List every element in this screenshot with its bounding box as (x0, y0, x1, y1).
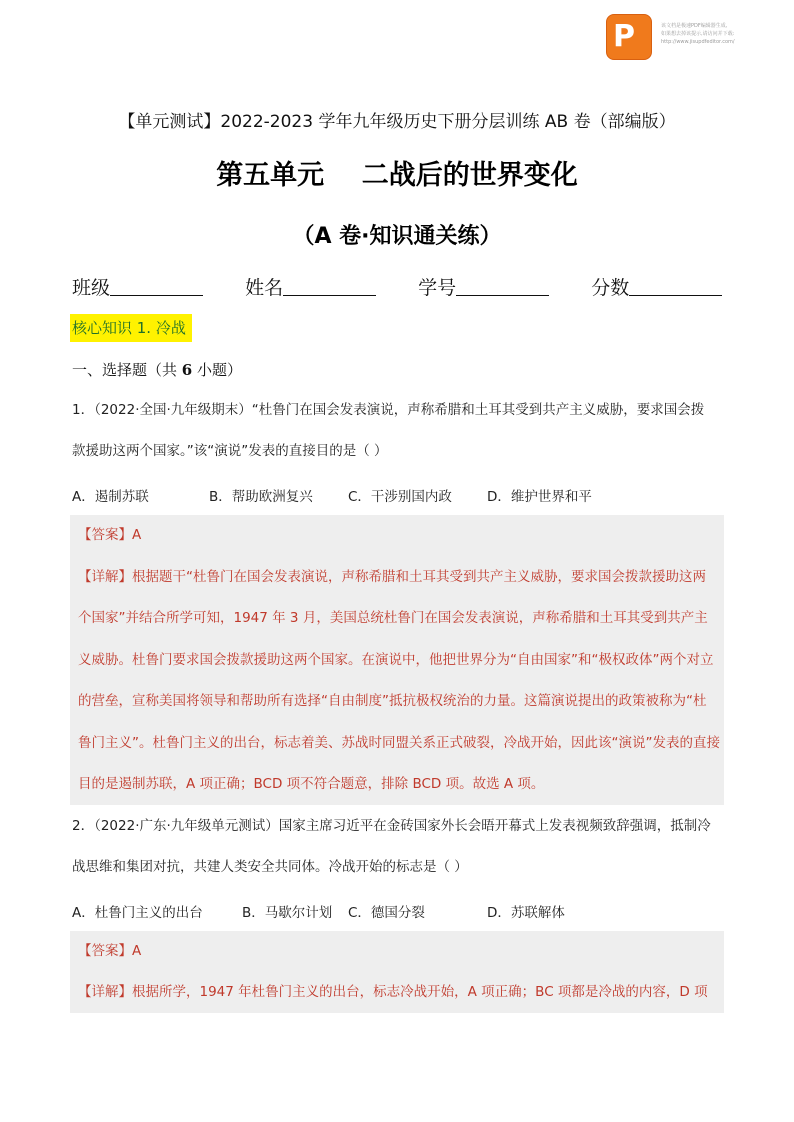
score-field (591, 273, 722, 300)
question-1-answer-box (70, 515, 724, 805)
analysis-line: 【详解】根据所学，1947 年杜鲁门主义的出台，标志冷战开始，A 项正确；BC 项都是冷战的内容，D 项 (78, 984, 708, 1000)
score-blank (629, 277, 722, 296)
class-field (72, 273, 203, 300)
question-2-answer-box (70, 931, 724, 1013)
question-stem-line: 1．（2022·全国·九年级期末）“杜鲁门在国会发表演说，声称希腊和土耳其受到共产主义威胁，要求国会拨 (72, 402, 705, 418)
id-blank (456, 277, 549, 296)
document-header: 【单元测试】2022-2023 学年九年级历史下册分层训练 AB 卷（部编版） (118, 112, 676, 132)
student-info-row (72, 273, 722, 300)
answer-line: 【答案】A (78, 943, 142, 959)
option-a: A．遏制苏联 (72, 489, 149, 505)
watermark-link[interactable]: http://www.jisupdfeditor.com/ (661, 39, 735, 45)
watermark-line: 如果想去掉该提示,请访问并下载: (661, 31, 735, 37)
watermark-line: 该文档是极速PDF编辑器生成, (661, 23, 728, 29)
unit-title: 第五单元 二战后的世界变化 (216, 160, 578, 191)
question-stem-line: 2．（2022·广东·九年级单元测试）国家主席习近平在金砖国家外长会晤开幕式上发表视频致辞强调，抵制冷 (72, 818, 711, 834)
question-1-options (72, 485, 592, 505)
class-label: 班级 (72, 277, 111, 299)
section-prefix: 一、选择题（共 (72, 361, 182, 379)
question-2-stem (72, 806, 724, 888)
score-label: 分数 (591, 277, 630, 299)
option-c: C．干涉别国内政 (348, 489, 452, 505)
class-blank (110, 277, 203, 296)
option-d: D．苏联解体 (487, 905, 565, 921)
analysis-line: 鲁门主义”。杜鲁门主义的出台，标志着美、苏战时同盟关系正式破裂，冷战开始，因此该“演说”发表的直接 (78, 734, 720, 751)
question-2-options (72, 901, 565, 921)
option-d: D．维护世界和平 (487, 489, 592, 505)
name-label: 姓名 (245, 277, 284, 299)
analysis-line: 义威胁。杜鲁门要求国会拨款援助这两个国家。在演说中，他把世界分为“自由国家”和“极权政体”两个对立 (78, 651, 714, 668)
question-stem-line: 战思维和集团对抗，共建人类安全共同体。冷战开始的标志是（ ） (72, 859, 468, 875)
name-blank (283, 277, 376, 296)
answer-line: 【答案】A (78, 527, 142, 543)
question-stem-line: 款援助这两个国家。”该“演说”发表的直接目的是（ ） (72, 443, 388, 459)
option-b: B．马歇尔计划 (242, 905, 333, 921)
option-a: A．杜鲁门主义的出台 (72, 905, 203, 921)
pdf-editor-logo (606, 14, 652, 60)
analysis-line: 个国家”并结合所学可知，1947 年 3 月，美国总统杜鲁门在国会发表演说，声称希腊和土耳其受到共产主 (78, 610, 708, 626)
paper-subtitle: （A 卷·知识通关练） (292, 224, 502, 249)
option-b: B．帮助欧洲复兴 (209, 489, 313, 505)
id-label: 学号 (418, 277, 457, 299)
section-suffix: 小题） (192, 361, 242, 379)
question-1-stem (72, 390, 724, 472)
id-field (418, 273, 549, 300)
name-field (245, 273, 376, 300)
analysis-line: 【详解】根据题干“杜鲁门在国会发表演说，声称希腊和土耳其受到共产主义威胁，要求国会拨款援助这两 (78, 568, 706, 585)
core-knowledge-label: 核心知识 1. 冷战 (70, 314, 192, 342)
analysis-line: 的营垒，宣称美国将领导和帮助所有选择“自由制度”抵抗极权统治的力量。这篇演说提出的政策被称为“杜 (78, 693, 707, 709)
analysis-line: 目的是遏制苏联，A 项正确；BCD 项不符合题意，排除 BCD 项。故选 A 项。 (78, 776, 545, 792)
section-heading (72, 359, 242, 380)
option-c: C．德国分裂 (348, 905, 425, 921)
watermark-text (661, 22, 786, 46)
p-logo-icon: P (613, 19, 635, 54)
section-count: 6 (181, 361, 193, 379)
